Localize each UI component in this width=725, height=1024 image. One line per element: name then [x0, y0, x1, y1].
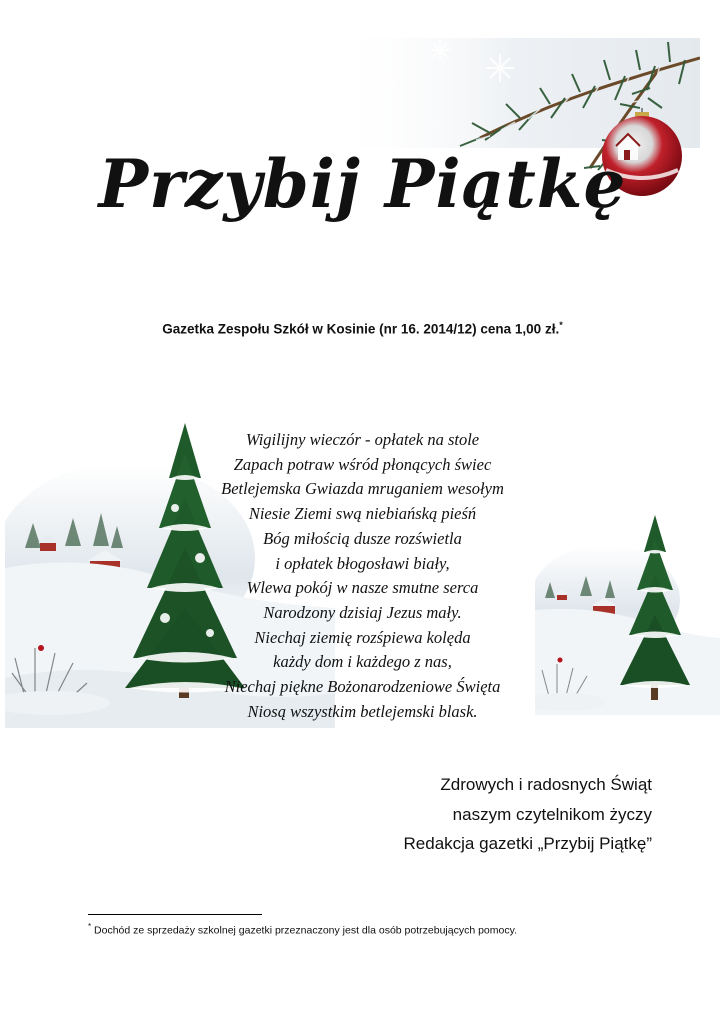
poem-line: Narodzony dzisiaj Jezus mały. — [263, 602, 462, 622]
footnote-marker: * — [559, 320, 563, 330]
poem-line: Niechaj piękne Bożonarodzeniowe Święta — [224, 677, 501, 697]
footnote-marker: * — [88, 922, 92, 931]
issue-info-text: Gazetka Zespołu Szkół w Kosinie (nr 16. 2014/12) cena 1,00 zł. — [162, 321, 560, 337]
poem-line: Bóg miłością dusze rozświetla — [263, 528, 462, 548]
wishes-line: Redakcja gazetki „Przybij Piątkę” — [403, 834, 652, 853]
poem-line: Niesie Ziemi swą niebiańską pieśń — [248, 504, 477, 524]
poem-line: Wigilijny wieczór - opłatek na stole — [245, 430, 480, 449]
poem-line: Betlejemska Gwiazda mruganiem wesołym — [221, 479, 504, 499]
holiday-wishes — [330, 770, 652, 859]
issue-info — [0, 320, 725, 337]
wishes-line: Zdrowych i radosnych Świąt — [440, 775, 652, 794]
wishes-line: naszym czytelnikom życzy — [452, 804, 652, 824]
poem-line: każdy dom i każdego z nas, — [273, 652, 452, 672]
footnote-text: Dochód ze sprzedaży szkolnej gazetki przeznaczony jest dla osób potrzebujących pomocy. — [91, 924, 517, 937]
poem-line: i opłatek błogosławi biały, — [275, 553, 450, 573]
christmas-poem — [190, 428, 535, 724]
poem-line: Niosą wszystkim betlejemski blask. — [247, 701, 478, 721]
winter-scene-right-image — [535, 510, 720, 715]
newspaper-title: Przybij Piątkę — [98, 145, 627, 223]
footnote-separator — [88, 914, 262, 915]
poem-line: Zapach potraw wśród płonących świec — [233, 454, 492, 474]
poem-line: Wlewa pokój w nasze smutne serca — [246, 578, 479, 598]
footnote — [88, 922, 648, 937]
poem-line: Niechaj ziemię rozśpiewa kolęda — [254, 627, 471, 647]
